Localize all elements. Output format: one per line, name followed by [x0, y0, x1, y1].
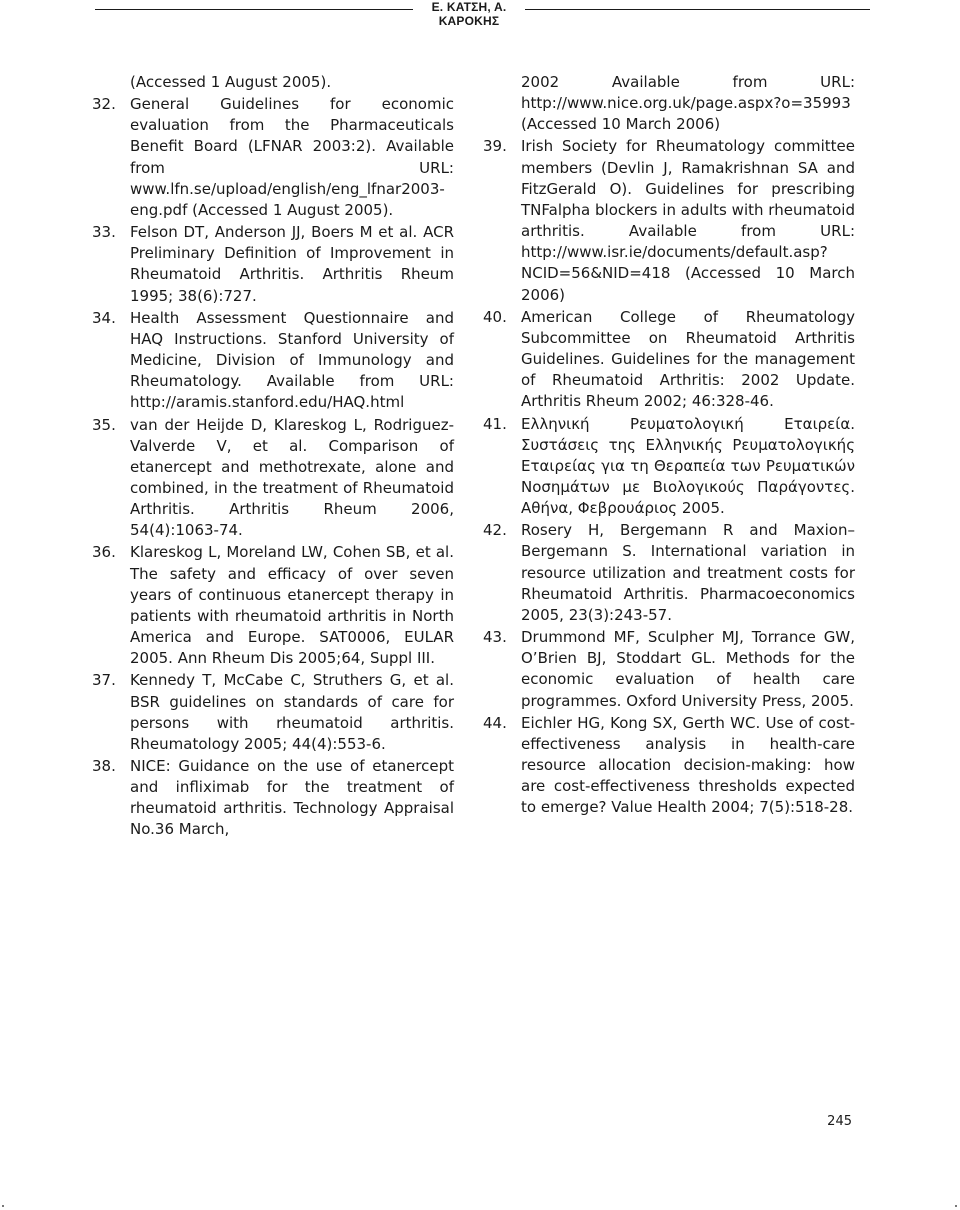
reference-text: (Accessed 1 August 2005). — [130, 73, 332, 91]
reference-entry-38 — [92, 756, 454, 841]
reference-number: 39. — [483, 137, 507, 156]
references-left-column — [92, 72, 454, 842]
reference-entry-continued — [483, 72, 855, 135]
reference-entry-39 — [483, 136, 855, 305]
reference-number: 37. — [92, 671, 116, 690]
reference-number: 38. — [92, 757, 116, 775]
reference-number: 42. — [483, 521, 507, 540]
reference-text: American College of Rheumatology Subcommittee on Rheumatoid Arthritis Guidelines. Guidelines for the management of Rheumatoid Arthritis: 2002 Update. Arthritis Rheum 2002; 46:328-46. — [521, 307, 855, 411]
reference-entry-continued — [92, 72, 454, 93]
page-number: 245 — [827, 1114, 852, 1129]
reference-entry-36 — [92, 542, 454, 669]
reference-number: 43. — [483, 628, 507, 647]
reference-text: Health Assessment Questionnaire and HAQ Instructions. Stanford University of Medicine, Division of Immunology and Rheumatology. Available from URL: http://aramis.stanford.edu/HAQ.html — [130, 308, 454, 412]
reference-entry-43 — [483, 627, 855, 712]
reference-entry-41 — [483, 414, 855, 520]
reference-text: Klareskog L, Moreland LW, Cohen SB, et al. The safety and efficacy of over seven years of continuous etanercept therapy in patients with rheumatoid arthritis in North America and Europe. SAT0006, EULAR 2005. Ann Rheum Dis 2005;64, Suppl III. — [130, 543, 454, 668]
reference-entry-33 — [92, 222, 454, 307]
reference-entry-32 — [92, 94, 454, 221]
header-rule-right — [525, 9, 870, 10]
reference-entry-37 — [92, 670, 454, 755]
reference-number: 32. — [92, 95, 116, 114]
reference-text: Kennedy T, McCabe C, Struthers G, et al. BSR guidelines on standards of care for persons with rheumatoid arthritis. Rheumatology 2005; 44(4):553-6. — [130, 671, 454, 753]
reference-text: Ελληνική Ρευματολογική Εταιρεία. Συστάσεις της Ελληνικής Ρευματολογικής Εταιρείας για τη Θεραπεία των Ρευματικών Νοσημάτων με Βιολογικούς Παράγοντες. Αθήνα, Φεβρουάριος 2005. — [521, 414, 855, 518]
reference-entry-44 — [483, 713, 855, 819]
reference-number: 41. — [483, 414, 507, 433]
reference-text: 2002 Available from URL: http://www.nice.org.uk/page.aspx?o=35993 (Accessed 10 March 2006) — [521, 73, 855, 134]
reference-text: Drummond MF, Sculpher MJ, Torrance GW, O’Brien BJ, Stoddart GL. Methods for the economic evaluation of health care programmes. Oxford University Press, 2005. — [521, 628, 855, 710]
reference-number: 36. — [92, 543, 116, 562]
scan-mark — [2, 1205, 4, 1207]
references-right-column — [483, 72, 855, 819]
scan-mark — [955, 1205, 957, 1207]
reference-text: Rosery H, Bergemann R and Maxion–Bergemann S. International variation in resource utilization and treatment costs for Rheumatoid Arthritis. Pharmacoeconomics 2005, 23(3):243-57. — [521, 521, 855, 624]
reference-entry-34 — [92, 308, 454, 414]
reference-entry-35 — [92, 415, 454, 542]
reference-number: 40. — [483, 307, 507, 326]
reference-text: Irish Society for Rheumatology committee members (Devlin J, Ramakrishnan SA and FitzGerald O). Guidelines for prescribing TNFalpha blockers in adults with rheumatoid arthritis. Available from URL: http://www.isr.ie/documents/default.asp?NCID=56&NID=418 (Accessed 10 March 2006) — [521, 137, 855, 304]
reference-text: Eichler HG, Kong SX, Gerth WC. Use of cost-effectiveness analysis in health-care resource allocation decision-making: how are cost-effectiveness thresholds expected to emerge? Value Health 2004; 7(5):518-28. — [521, 713, 855, 817]
running-header-authors: Ε. ΚΑΤΣΗ, Α. ΚΑΡΟΚΗΣ — [431, 0, 507, 28]
header-rule-left — [95, 9, 413, 10]
reference-text: General Guidelines for economic evaluation from the Pharmaceuticals Benefit Board (LFNAR 2003:2). Available from URL: www.lfn.se/upload/english/eng_lfnar2003-eng.pdf (Accessed 1 August 2005). — [130, 95, 454, 219]
reference-number: 35. — [92, 415, 116, 434]
reference-number: 33. — [92, 223, 116, 242]
reference-text: NICE: Guidance on the use of etanercept and infliximab for the treatment of rheumatoid arthritis. Technology Appraisal No.36 March, — [130, 757, 454, 839]
reference-number: 44. — [483, 713, 507, 732]
reference-entry-40 — [483, 307, 855, 413]
reference-number: 34. — [92, 308, 116, 327]
reference-text: van der Heijde D, Klareskog L, Rodriguez-Valverde V, et al. Comparison of etanercept and methotrexate, alone and combined, in the treatment of Rheumatoid Arthritis. Arthritis Rheum 2006, 54(4):1063-74. — [130, 415, 454, 540]
reference-entry-42 — [483, 520, 855, 626]
reference-text: Felson DT, Anderson JJ, Boers M et al. ACR Preliminary Definition of Improvement in Rheumatoid Arthritis. Arthritis Rheum 1995; 38(6):727. — [130, 223, 454, 305]
